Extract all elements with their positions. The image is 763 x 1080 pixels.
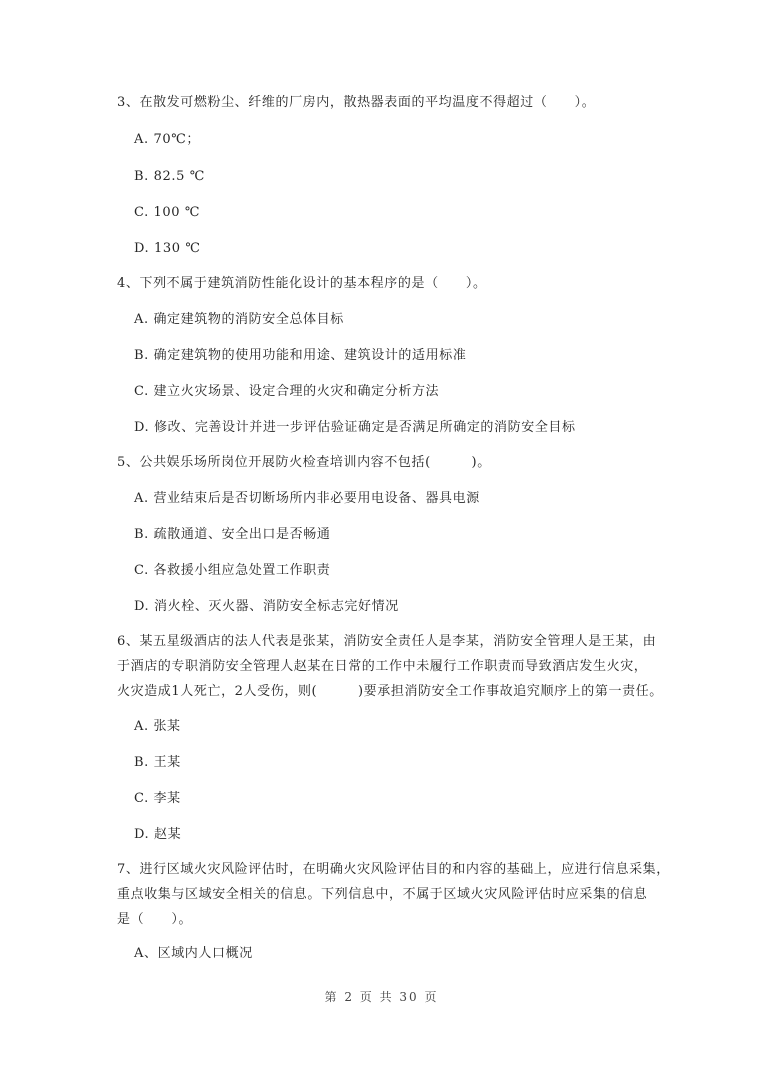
question-3-option-d: D. 130 ℃ <box>134 241 201 256</box>
question-4-option-a: A. 确定建筑物的消防安全总体目标 <box>134 312 344 327</box>
question-4-option-c: C. 建立火灾场景、设定合理的火灾和确定分析方法 <box>134 384 440 399</box>
question-7-text-line-2: 重点收集与区域安全相关的信息。下列信息中，不属于区域火灾风险评估时应采集的信息 <box>117 887 648 902</box>
question-6-option-a: A. 张某 <box>134 719 181 734</box>
question-6-text-line-3: 火灾造成1人死亡，2人受伤，则( )要承担消防安全工作事故追究顺序上的第一责任。 <box>117 684 663 699</box>
question-3-text: 3、在散发可燃粉尘、纤维的厂房内，散热器表面的平均温度不得超过（ ）。 <box>117 95 596 110</box>
page-number-footer: 第 2 页 共 30 页 <box>324 990 439 1004</box>
question-6-option-d: D. 赵某 <box>134 827 182 842</box>
question-5-option-b: B. 疏散通道、安全出口是否畅通 <box>134 527 331 542</box>
question-5-option-c: C. 各救援小组应急处置工作职责 <box>134 563 331 578</box>
question-5-text: 5、公共娱乐场所岗位开展防火检查培训内容不包括( )。 <box>117 455 491 470</box>
question-5-option-a: A. 营业结束后是否切断场所内非必要用电设备、器具电源 <box>134 491 480 506</box>
question-5-option-d: D. 消火栓、灭火器、消防安全标志完好情况 <box>134 599 399 614</box>
question-6-option-c: C. 李某 <box>134 791 181 806</box>
question-7-option-a: A、区域内人口概况 <box>134 946 253 961</box>
question-7-text-line-1: 7、进行区域火灾风险评估时，在明确火灾风险评估目的和内容的基础上，应进行信息采集， <box>117 862 670 877</box>
question-4-text: 4、下列不属于建筑消防性能化设计的基本程序的是（ ）。 <box>117 276 487 291</box>
question-4-option-b: B. 确定建筑物的使用功能和用途、建筑设计的适用标准 <box>134 348 467 363</box>
question-3-option-b: B. 82.5 ℃ <box>134 169 205 184</box>
question-6-text-line-1: 6、某五星级酒店的法人代表是张某，消防安全责任人是李某，消防安全管理人是王某，由 <box>117 634 657 649</box>
question-3-option-c: C. 100 ℃ <box>134 205 201 220</box>
question-3-option-a: A. 70℃； <box>134 132 200 147</box>
question-7-text-line-3: 是（ ）。 <box>117 912 193 927</box>
question-4-option-d: D. 修改、完善设计并进一步评估验证确定是否满足所确定的消防安全目标 <box>134 420 576 435</box>
question-6-option-b: B. 王某 <box>134 755 181 770</box>
question-6-text-line-2: 于酒店的专职消防安全管理人赵某在日常的工作中未履行工作职责而导致酒店发生火灾， <box>117 659 648 674</box>
